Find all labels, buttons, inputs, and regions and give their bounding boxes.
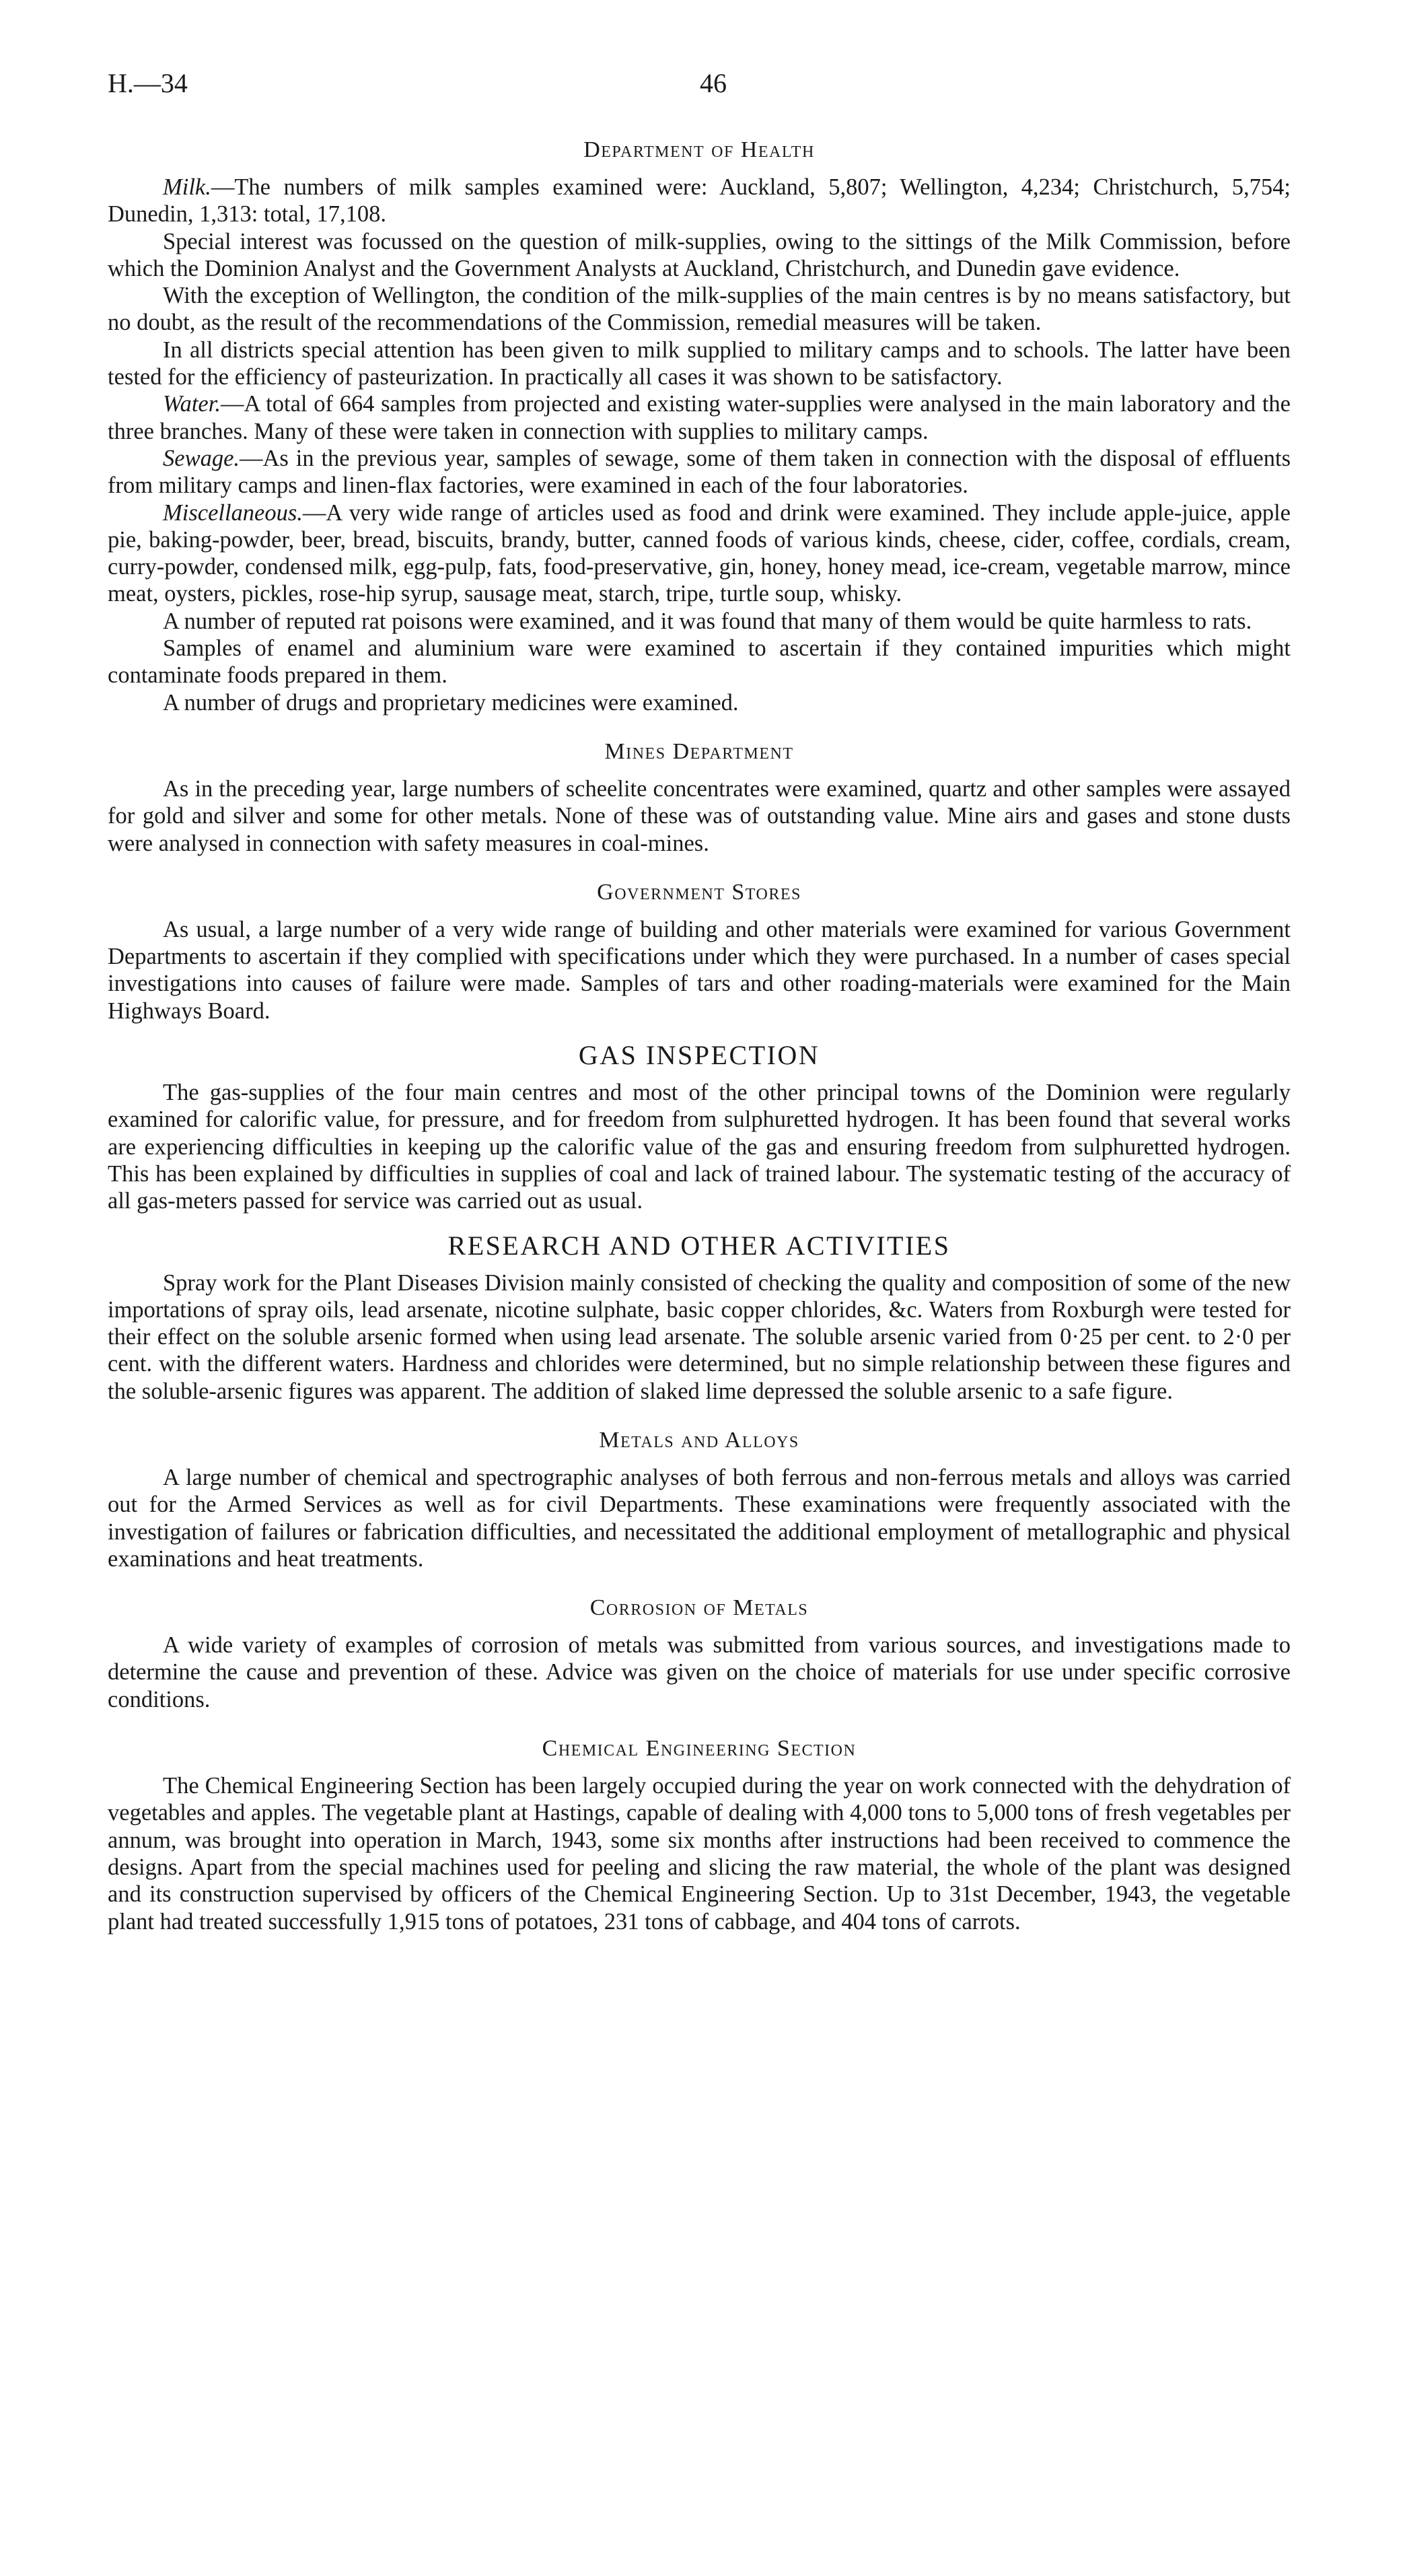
paragraph-research: Spray work for the Plant Diseases Division mainly consisted of checking the quality and composition of some of the new importations of spray oils, lead arsenate, nicotine sulphate, basic copper chlorides, &c. Waters from Roxburgh were tested for their effect on the soluble arsenic formed when using lead arsenate. The soluble arsenic varied from 0·25 per cent. to 2·0 per cent. with the different waters. Hardness and chlorides were determined, but no simple relationship between these figures and the soluble-arsenic figures was apparent. The addition of slaked lime depressed the soluble arsenic to a safe figure. [108,1269,1291,1404]
paragraph-corrosion: A wide variety of examples of corrosion of metals was submitted from various sources, and investigations made to determine the cause and prevention of these. Advice was given on the choice of materials for use under specific corrosive conditions. [108,1632,1291,1712]
paragraph-metals-alloys: A large number of chemical and spectrographic analyses of both ferrous and non-ferrous metals and alloys was carried out for the Armed Services as well as for civil Departments. These examinations were frequently associated with the investigation of failures or fabrication difficulties, and necessitated the additional employment of metallographic and physical examinations and heat treatments. [108,1464,1291,1572]
document-reference: H.—34 [108,68,188,98]
paragraph-milk-schools: In all districts special attention has been given to milk supplied to military camps and to schools. The latter have been tested for the efficiency of pasteurization. In practically all cases it was shown to be satisfactory. [108,337,1291,390]
water-label: Water. [163,391,221,417]
section-heading-research: RESEARCH AND OTHER ACTIVITIES [447,1230,951,1261]
paragraph-sewage [108,445,1291,499]
paragraph-gas-inspection: The gas-supplies of the four main centres and most of the other principal towns of the Dominion were regularly examined for calorific value, for pressure, and for freedom from sulphuretted hydrogen. It has been found that several works are experiencing difficulties in keeping up the calorific value of the gas and ensuring freedom from sulphuretted hydrogen. This has been explained by difficulties in supplies of coal and lack of trained labour. The systematic testing of the accuracy of all gas-meters passed for service was carried out as usual. [108,1080,1291,1214]
page-number: 46 [700,68,727,98]
section-heading-metals-alloys: Metals and Alloys [599,1427,799,1453]
section-heading-health: Department of Health [583,137,815,162]
miscellaneous-label: Miscellaneous. [163,499,303,526]
paragraph-enamel-ware: Samples of enamel and aluminium ware were examined to ascertain if they contained impurities which might contaminate foods prepared in them. [108,635,1291,689]
paragraph-mines: As in the preceding year, large numbers of scheelite concentrates were examined, quartz and other samples were assayed for gold and silver and some for other metals. None of these was of outstanding value. Mine airs and gases and stone dusts were analysed in connection with safety measures in coal-mines. [108,775,1291,856]
paragraph-rat-poisons: A number of reputed rat poisons were examined, and it was found that many of them would be quite harmless to rats. [163,608,1252,634]
section-heading-government-stores: Government Stores [597,879,801,905]
section-heading-gas-inspection: GAS INSPECTION [578,1040,820,1071]
section-heading-mines: Mines Department [604,738,794,764]
milk-label: Milk. [163,174,211,200]
paragraph-milk-supplies: With the exception of Wellington, the condition of the milk-supplies of the main centres is by no means satisfactory, but no doubt, as the result of the recommendations of the Commission, remedial measures will be taken. [108,283,1291,336]
water-text: —A total of 664 samples from projected and existing water-supplies were analysed in the main laboratory and the three branches. Many of these were taken in connection with supplies to military camps. [108,391,1291,444]
paragraph-water [108,390,1291,445]
paragraph-milk-commission: Special interest was focussed on the question of milk-supplies, owing to the sittings of the Milk Commission, before which the Dominion Analyst and the Government Analysts at Auckland, Christchurch, and Dunedin gave evidence. [108,228,1291,281]
section-heading-chemical-engineering: Chemical Engineering Section [542,1736,857,1762]
paragraph-chemical-engineering: The Chemical Engineering Section has been largely occupied during the year on work connected with the dehydration of vegetables and apples. The vegetable plant at Hastings, capable of dealing with 4,000 tons to 5,000 tons of fresh vegetables per annum, was brought into operation in March, 1943, some six months after instructions had been received to commence the designs. Apart from the special machines used for peeling and slicing the raw material, the whole of the plant was designed and its construction supervised by officers of the Chemical Engineering Section. Up to 31st December, 1943, the vegetable plant had treated successfully 1,915 tons of potatoes, 231 tons of cabbage, and 404 tons of carrots. [108,1773,1291,1935]
sewage-label: Sewage. [163,445,240,471]
section-heading-corrosion: Corrosion of Metals [589,1595,809,1621]
running-header [108,67,1291,108]
paragraph-drugs: A number of drugs and proprietary medicines were examined. [163,689,739,716]
milk-text: —The numbers of milk samples examined were: Auckland, 5,807; Wellington, 4,234; Christchurch, 5,754; Dunedin, 1,313: total, 17,108. [108,174,1291,228]
paragraph-miscellaneous [108,499,1291,608]
sewage-text: —As in the previous year, samples of sewage, some of them taken in connection with the disposal of effluents from military camps and linen-flax factories, were examined in each of the four laboratories. [108,445,1291,499]
miscellaneous-text: —A very wide range of articles used as food and drink were examined. They include apple-juice, apple pie, baking-powder, beer, bread, biscuits, brandy, butter, canned foods of various kinds, cheese, cider, coffee, cordials, cream, curry-powder, condensed milk, egg-pulp, fats, food-preservative, gin, honey, honey mead, ice-cream, vegetable marrow, mince meat, oysters, pickles, rose-hip syrup, sausage meat, starch, tripe, turtle soup, whisky. [108,499,1291,607]
paragraph-milk [108,174,1291,228]
paragraph-government-stores: As usual, a large number of a very wide range of building and other materials were examined for various Government Departments to ascertain if they complied with specifications under which they were purchased. In a number of cases special investigations into causes of failure were made. Samples of tars and other roading-materials were examined for the Main Highways Board. [108,916,1291,1024]
